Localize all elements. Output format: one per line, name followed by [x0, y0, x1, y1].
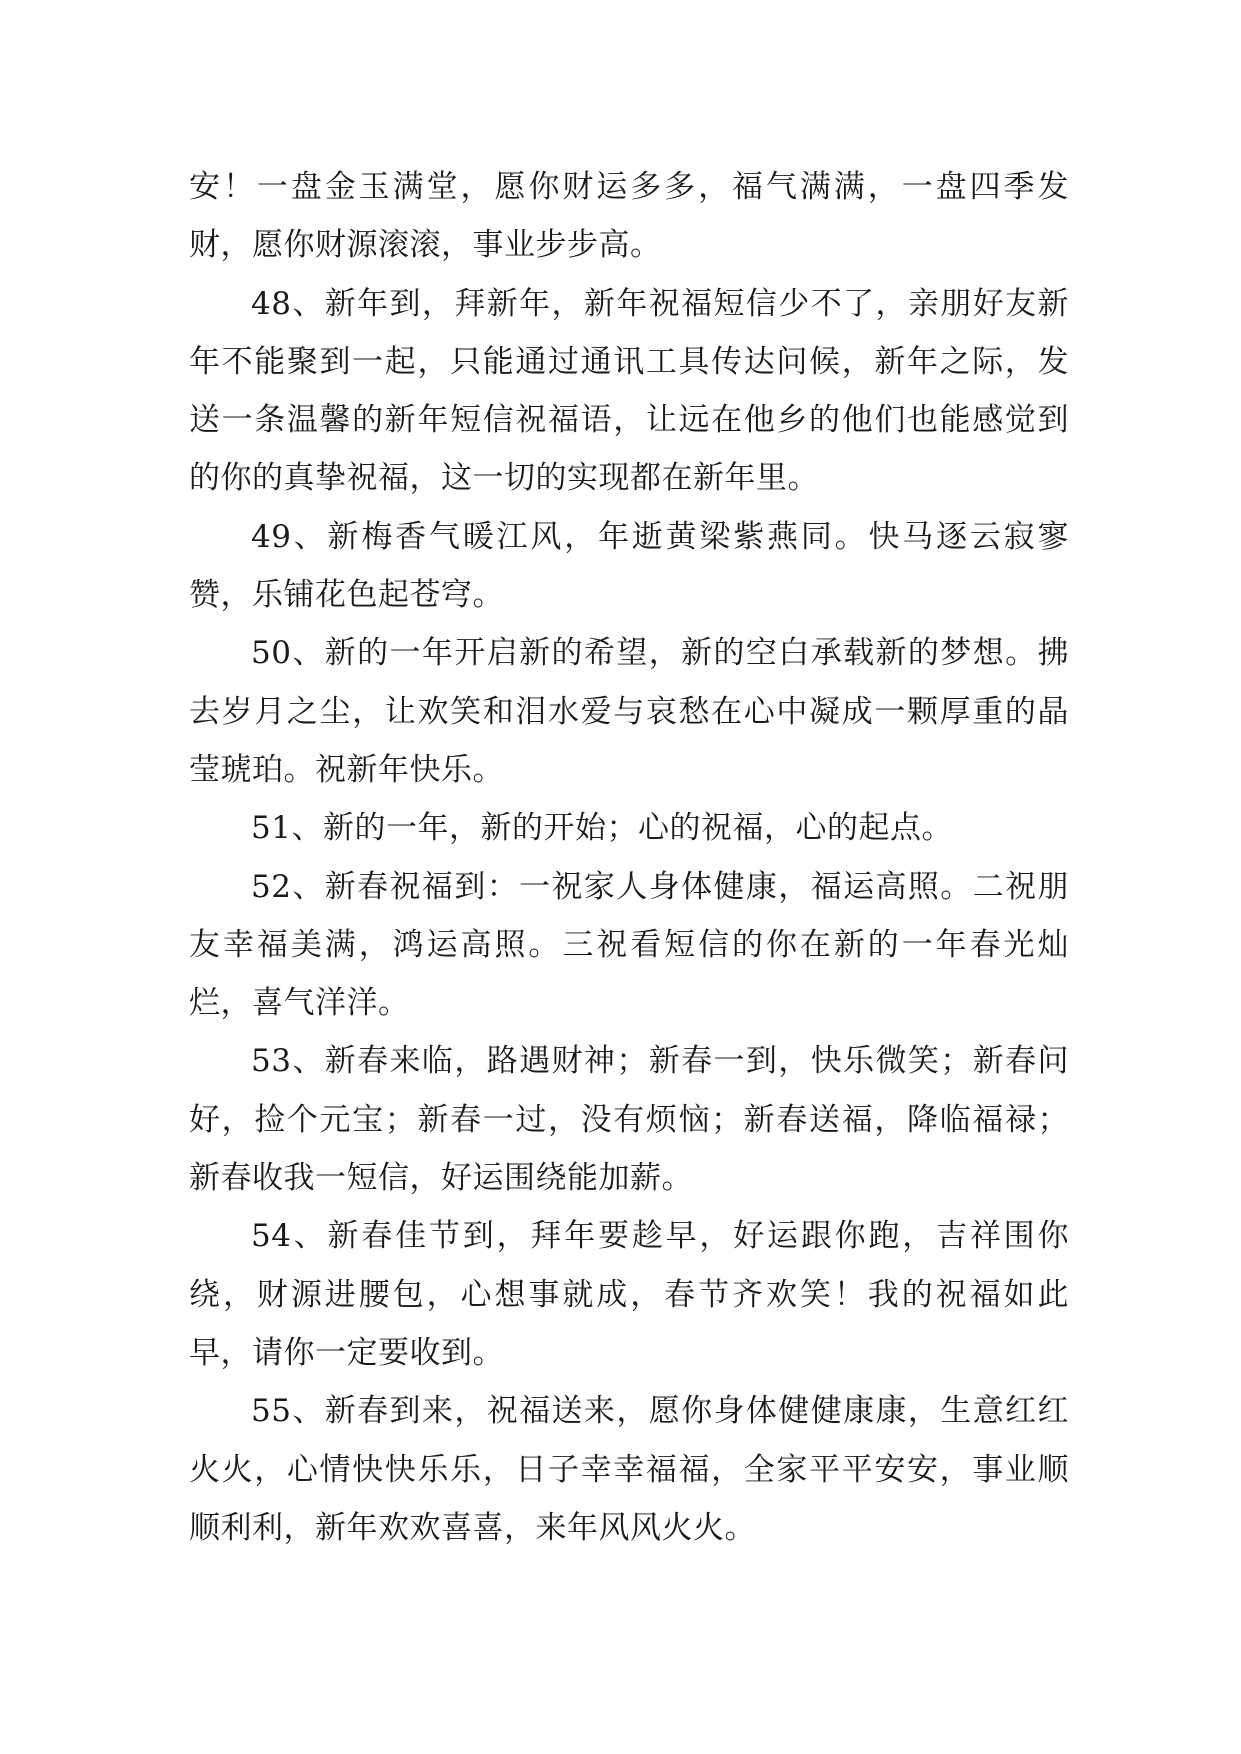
- document-body: [189, 158, 1069, 1557]
- paragraph-51: 51、新的一年，新的开始；心的祝福，心的起点。: [251, 810, 953, 847]
- paragraph-52: 52、新春祝福到：一祝家人身体健康，福运高照。二祝朋友幸福美满，鸿运高照。三祝看短信的你在新的一年春光灿烂，喜气洋洋。: [189, 868, 1069, 1022]
- paragraph-50: 50、新的一年开启新的希望，新的空白承载新的梦想。拂去岁月之尘，让欢笑和泪水爱与哀愁在心中凝成一颗厚重的晶莹琥珀。祝新年快乐。: [189, 635, 1069, 788]
- paragraph-53: 53、新春来临，路遇财神；新春一到，快乐微笑；新春问好，捡个元宝；新春一过，没有烦恼；新春送福，降临福禄；新春收我一短信，好运围绕能加薪。: [189, 1043, 1069, 1197]
- paragraph-49: 49、新梅香气暖江风，年逝黄梁紫燕同。快马逐云寂寥赞，乐铺花色起苍穹。: [189, 518, 1069, 614]
- paragraph-continued: 安！一盘金玉满堂，愿你财运多多，福气满满，一盘四季发财，愿你财源滚滚，事业步步高。: [189, 169, 1069, 264]
- paragraph-54: 54、新春佳节到，拜年要趁早，好运跟你跑，吉祥围你绕，财源进腰包，心想事就成，春节齐欢笑！我的祝福如此早，请你一定要收到。: [189, 1218, 1069, 1371]
- paragraph-48: 48、新年到，拜新年，新年祝福短信少不了，亲朋好友新年不能聚到一起，只能通过通讯工具传达问候，新年之际，发送一条温馨的新年短信祝福语，让远在他乡的他们也能感觉到的你的真挚祝福，这一切的实现都在新年里。: [189, 285, 1069, 497]
- paragraph-55: 55、新春到来，祝福送来，愿你身体健健康康，生意红红火火，心情快快乐乐，日子幸幸福福，全家平平安安，事业顺顺利利，新年欢欢喜喜，来年风风火火。: [189, 1393, 1069, 1546]
